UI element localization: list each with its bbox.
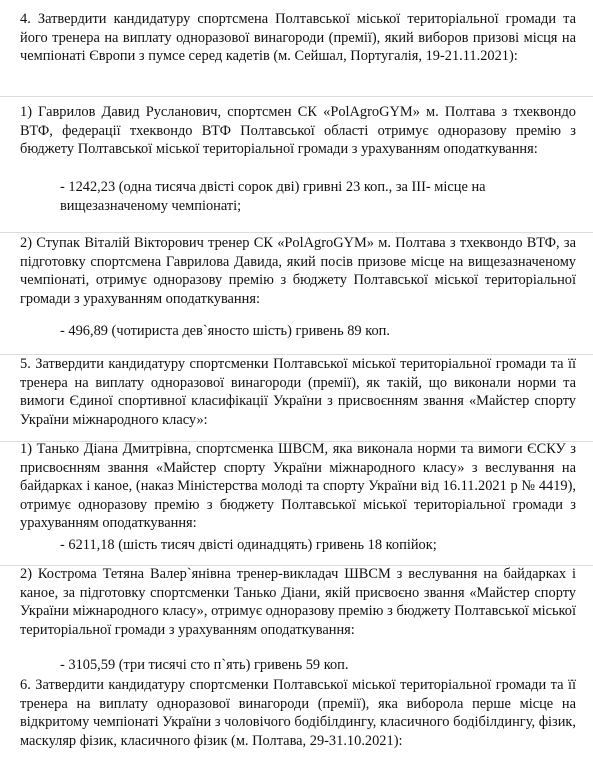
section-5-item-1-payment: - 6211,18 (шість тисяч двісті одинадцять) гривень 18 копійок;	[60, 537, 437, 553]
section-5-item-1: 1) Танько Діана Дмитрівна, спортсменка ШВСМ, яка виконала норми та вимоги ЄСКУ з присвоєнням звання «Майстер спорту України міжнародного класу» з веслування на байдарках і каное, (наказ Міністерства молоді та спорту України від 16.11.2021 р № 4419), отримує одноразову премію з бюджету Полтавської міської територіальної громади з урахуванням оподаткування:	[20, 441, 576, 532]
section-5-heading: 5. Затвердити кандидатуру спортсменки Полтавської міської територіальної громади та її тренера на виплату одноразової винагороди (премії), як такій, що виконали норми та вимоги Єдиної спортивної класифікації України з присвоєнням звання «Майстер спорту України міжнародного класу»:	[20, 356, 576, 428]
section-4-item-2-payment: - 496,89 (чотириста дев`яносто шість) гривень 89 коп.	[60, 323, 390, 339]
section-4-heading: 4. Затвердити кандидатуру спортсмена Полтавської міської територіальної громади та його тренера на виплату одноразової винагороди (премії), який виборов призові місця на чемпіонаті Європи з пумсе серед кадетів (м. Сейшал, Португалія, 19-21.11.2021):	[20, 11, 576, 65]
section-5-item-2-payment: - 3105,59 (три тисячі сто п`ять) гривень 59 коп.	[60, 657, 349, 673]
section-5-item-2: 2) Кострома Тетяна Валер`янівна тренер-викладач ШВСМ з веслування на байдарках і каное, за підготовку спортсменки Танько Діани, якій присвоєно звання «Майстер спорту України міжнародного класу», отримує одноразову премію з бюджету Полтавської міської територіальної громади з урахуванням оподаткування:	[20, 566, 576, 638]
section-4-item-2: 2) Ступак Віталій Вікторович тренер СК «PolAgroGYM» м. Полтава з тхеквондо ВТФ, за підготовку спортсмена Гаврилова Давида, який посів призове місце на вищезазначеному чемпіонаті, отримує одноразову премію з бюджету Полтавської міської територіальної громади з урахуванням оподаткування:	[20, 235, 576, 307]
section-4-item-1: 1) Гаврилов Давид Русланович, спортсмен СК «PolAgroGYM» м. Полтава з тхеквондо ВТФ, федерації тхеквондо ВТФ Полтавської області отримує одноразову премію з бюджету Полтавської міської територіальної громади з урахуванням оподаткування:	[20, 104, 576, 158]
section-4-item-1-payment: - 1242,23 (одна тисяча двісті сорок дві) гривні 23 коп., за ІІІ- місце на вищезазначеному чемпіонаті;	[60, 179, 486, 214]
divider	[0, 96, 593, 97]
section-6-heading: 6. Затвердити кандидатуру спортсменки Полтавської міської територіальної громади та її тренера на виплату одноразової винагороди (премії), яка виборола перше місце на відкритому чемпіонаті України з чоловічого бодібілдингу, класичного бодібілдингу, фізик, маскуляр фізик, класичного фізик (м. Полтава, 29-31.10.2021):	[20, 677, 576, 749]
